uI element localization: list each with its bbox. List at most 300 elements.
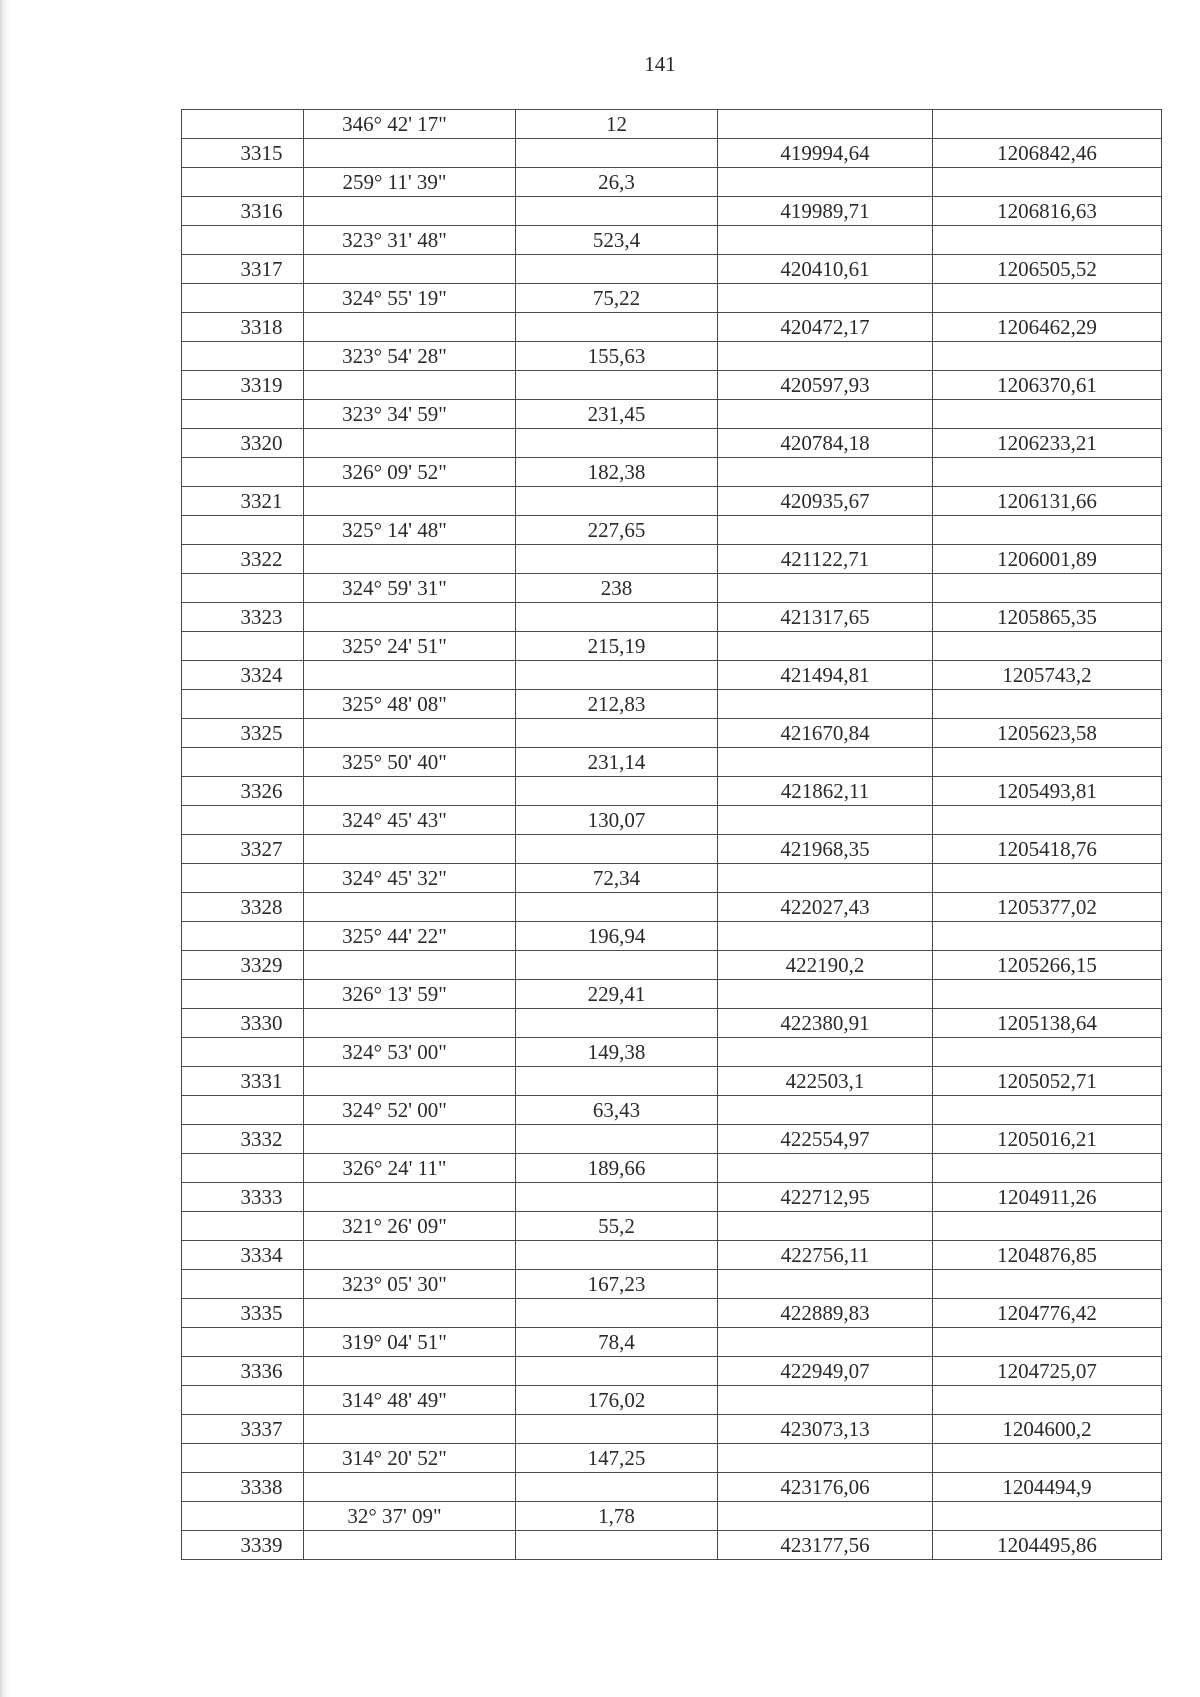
direction-angle-cell: [304, 893, 516, 922]
table-row: [182, 284, 1162, 313]
x-coordinate-cell: [718, 516, 933, 545]
distance-cell: 72,34: [516, 864, 718, 893]
table-row: [182, 1009, 1162, 1038]
y-coordinate-cell: [933, 1502, 1162, 1531]
scan-edge-shadow: [0, 0, 10, 1697]
point-number-cell: 3335: [182, 1299, 304, 1328]
table-row: [182, 603, 1162, 632]
table-row: [182, 951, 1162, 980]
table-row: [182, 1038, 1162, 1067]
point-number-cell: [182, 632, 304, 661]
direction-angle-cell: 324° 53' 00": [304, 1038, 516, 1067]
y-coordinate-cell: 1204494,9: [933, 1473, 1162, 1502]
distance-cell: [516, 429, 718, 458]
table-row: [182, 1241, 1162, 1270]
point-number-cell: 3329: [182, 951, 304, 980]
distance-cell: 189,66: [516, 1154, 718, 1183]
x-coordinate-cell: [718, 1444, 933, 1473]
point-number-cell: [182, 400, 304, 429]
direction-angle-cell: [304, 951, 516, 980]
y-coordinate-cell: 1205266,15: [933, 951, 1162, 980]
page-number: 141: [644, 52, 676, 76]
x-coordinate-cell: 423176,06: [718, 1473, 933, 1502]
point-number-cell: 3326: [182, 777, 304, 806]
x-coordinate-cell: 419989,71: [718, 197, 933, 226]
table-row: [182, 661, 1162, 690]
x-coordinate-cell: [718, 632, 933, 661]
distance-cell: [516, 545, 718, 574]
distance-cell: 155,63: [516, 342, 718, 371]
coordinates-table-body: [182, 110, 1162, 1560]
y-coordinate-cell: [933, 1096, 1162, 1125]
table-row: [182, 806, 1162, 835]
direction-angle-cell: [304, 1125, 516, 1154]
direction-angle-cell: 324° 52' 00": [304, 1096, 516, 1125]
direction-angle-cell: [304, 371, 516, 400]
point-number-cell: 3339: [182, 1531, 304, 1560]
distance-cell: 229,41: [516, 980, 718, 1009]
distance-cell: 12: [516, 110, 718, 139]
x-coordinate-cell: [718, 110, 933, 139]
y-coordinate-cell: 1206505,52: [933, 255, 1162, 284]
distance-cell: 1,78: [516, 1502, 718, 1531]
y-coordinate-cell: [933, 516, 1162, 545]
x-coordinate-cell: 422712,95: [718, 1183, 933, 1212]
distance-cell: [516, 603, 718, 632]
y-coordinate-cell: [933, 342, 1162, 371]
distance-cell: [516, 1415, 718, 1444]
distance-cell: [516, 1299, 718, 1328]
direction-angle-cell: 259° 11' 39": [304, 168, 516, 197]
x-coordinate-cell: 422190,2: [718, 951, 933, 980]
y-coordinate-cell: [933, 864, 1162, 893]
distance-cell: [516, 1125, 718, 1154]
direction-angle-cell: [304, 1299, 516, 1328]
point-number-cell: [182, 1154, 304, 1183]
table-row: [182, 1299, 1162, 1328]
table-row: [182, 139, 1162, 168]
distance-cell: [516, 487, 718, 516]
table-row: [182, 922, 1162, 951]
direction-angle-cell: 325° 24' 51": [304, 632, 516, 661]
distance-cell: 182,38: [516, 458, 718, 487]
point-number-cell: 3331: [182, 1067, 304, 1096]
distance-cell: 147,25: [516, 1444, 718, 1473]
distance-cell: [516, 951, 718, 980]
x-coordinate-cell: [718, 1328, 933, 1357]
x-coordinate-cell: 419994,64: [718, 139, 933, 168]
y-coordinate-cell: 1206842,46: [933, 139, 1162, 168]
y-coordinate-cell: [933, 1386, 1162, 1415]
table-row: [182, 197, 1162, 226]
point-number-cell: [182, 168, 304, 197]
direction-angle-cell: 32° 37' 09": [304, 1502, 516, 1531]
y-coordinate-cell: [933, 168, 1162, 197]
point-number-cell: 3338: [182, 1473, 304, 1502]
direction-angle-cell: [304, 1067, 516, 1096]
point-number-cell: [182, 458, 304, 487]
direction-angle-cell: [304, 1183, 516, 1212]
table-row: [182, 1328, 1162, 1357]
direction-angle-cell: 323° 34' 59": [304, 400, 516, 429]
direction-angle-cell: 325° 44' 22": [304, 922, 516, 951]
table-row: [182, 1415, 1162, 1444]
y-coordinate-cell: 1206131,66: [933, 487, 1162, 516]
x-coordinate-cell: [718, 1386, 933, 1415]
distance-cell: [516, 1067, 718, 1096]
x-coordinate-cell: 420472,17: [718, 313, 933, 342]
point-number-cell: [182, 110, 304, 139]
distance-cell: 63,43: [516, 1096, 718, 1125]
point-number-cell: [182, 1444, 304, 1473]
y-coordinate-cell: [933, 1154, 1162, 1183]
y-coordinate-cell: 1206462,29: [933, 313, 1162, 342]
table-row: [182, 110, 1162, 139]
direction-angle-cell: [304, 719, 516, 748]
distance-cell: [516, 139, 718, 168]
table-row: [182, 1212, 1162, 1241]
direction-angle-cell: 324° 59' 31": [304, 574, 516, 603]
direction-angle-cell: 325° 14' 48": [304, 516, 516, 545]
distance-cell: [516, 835, 718, 864]
point-number-cell: [182, 690, 304, 719]
distance-cell: 212,83: [516, 690, 718, 719]
x-coordinate-cell: 420935,67: [718, 487, 933, 516]
distance-cell: [516, 893, 718, 922]
x-coordinate-cell: [718, 922, 933, 951]
direction-angle-cell: 319° 04' 51": [304, 1328, 516, 1357]
distance-cell: 238: [516, 574, 718, 603]
point-number-cell: 3336: [182, 1357, 304, 1386]
x-coordinate-cell: [718, 748, 933, 777]
y-coordinate-cell: 1204876,85: [933, 1241, 1162, 1270]
x-coordinate-cell: [718, 980, 933, 1009]
point-number-cell: 3323: [182, 603, 304, 632]
table-row: [182, 400, 1162, 429]
point-number-cell: [182, 1386, 304, 1415]
y-coordinate-cell: 1205138,64: [933, 1009, 1162, 1038]
y-coordinate-cell: 1206001,89: [933, 545, 1162, 574]
point-number-cell: [182, 748, 304, 777]
point-number-cell: [182, 1270, 304, 1299]
point-number-cell: 3332: [182, 1125, 304, 1154]
direction-angle-cell: 321° 26' 09": [304, 1212, 516, 1241]
table-row: [182, 1473, 1162, 1502]
x-coordinate-cell: [718, 284, 933, 313]
table-row: [182, 1357, 1162, 1386]
distance-cell: [516, 661, 718, 690]
distance-cell: [516, 719, 718, 748]
y-coordinate-cell: 1204600,2: [933, 1415, 1162, 1444]
y-coordinate-cell: 1205016,21: [933, 1125, 1162, 1154]
distance-cell: 231,45: [516, 400, 718, 429]
x-coordinate-cell: [718, 1270, 933, 1299]
y-coordinate-cell: 1205052,71: [933, 1067, 1162, 1096]
direction-angle-cell: [304, 1357, 516, 1386]
distance-cell: [516, 1531, 718, 1560]
point-number-cell: [182, 1212, 304, 1241]
x-coordinate-cell: [718, 1154, 933, 1183]
point-number-cell: [182, 284, 304, 313]
y-coordinate-cell: [933, 110, 1162, 139]
y-coordinate-cell: 1206370,61: [933, 371, 1162, 400]
y-coordinate-cell: 1205418,76: [933, 835, 1162, 864]
table-row: [182, 168, 1162, 197]
distance-cell: 215,19: [516, 632, 718, 661]
y-coordinate-cell: [933, 1328, 1162, 1357]
y-coordinate-cell: 1204725,07: [933, 1357, 1162, 1386]
y-coordinate-cell: [933, 1212, 1162, 1241]
direction-angle-cell: [304, 1241, 516, 1270]
point-number-cell: 3318: [182, 313, 304, 342]
point-number-cell: [182, 574, 304, 603]
x-coordinate-cell: 422503,1: [718, 1067, 933, 1096]
x-coordinate-cell: [718, 342, 933, 371]
x-coordinate-cell: 422027,43: [718, 893, 933, 922]
direction-angle-cell: 326° 09' 52": [304, 458, 516, 487]
direction-angle-cell: 323° 05' 30": [304, 1270, 516, 1299]
x-coordinate-cell: [718, 806, 933, 835]
distance-cell: [516, 371, 718, 400]
x-coordinate-cell: [718, 400, 933, 429]
direction-angle-cell: [304, 197, 516, 226]
x-coordinate-cell: [718, 226, 933, 255]
table-row: [182, 429, 1162, 458]
x-coordinate-cell: 421494,81: [718, 661, 933, 690]
y-coordinate-cell: [933, 980, 1162, 1009]
table-row: [182, 1154, 1162, 1183]
y-coordinate-cell: [933, 632, 1162, 661]
y-coordinate-cell: 1205623,58: [933, 719, 1162, 748]
x-coordinate-cell: [718, 574, 933, 603]
table-row: [182, 835, 1162, 864]
x-coordinate-cell: 420597,93: [718, 371, 933, 400]
table-row: [182, 371, 1162, 400]
direction-angle-cell: 314° 20' 52": [304, 1444, 516, 1473]
y-coordinate-cell: [933, 1038, 1162, 1067]
direction-angle-cell: 325° 48' 08": [304, 690, 516, 719]
x-coordinate-cell: 423073,13: [718, 1415, 933, 1444]
table-row: [182, 1444, 1162, 1473]
x-coordinate-cell: 421968,35: [718, 835, 933, 864]
distance-cell: 75,22: [516, 284, 718, 313]
distance-cell: 227,65: [516, 516, 718, 545]
table-row: [182, 1183, 1162, 1212]
y-coordinate-cell: [933, 226, 1162, 255]
point-number-cell: [182, 1328, 304, 1357]
point-number-cell: 3320: [182, 429, 304, 458]
table-row: [182, 777, 1162, 806]
distance-cell: [516, 313, 718, 342]
distance-cell: 176,02: [516, 1386, 718, 1415]
y-coordinate-cell: 1204911,26: [933, 1183, 1162, 1212]
point-number-cell: [182, 1502, 304, 1531]
direction-angle-cell: 326° 24' 11": [304, 1154, 516, 1183]
direction-angle-cell: 323° 31' 48": [304, 226, 516, 255]
direction-angle-cell: [304, 545, 516, 574]
point-number-cell: [182, 1038, 304, 1067]
direction-angle-cell: 324° 45' 43": [304, 806, 516, 835]
table-row: [182, 980, 1162, 1009]
direction-angle-cell: 324° 45' 32": [304, 864, 516, 893]
distance-cell: 130,07: [516, 806, 718, 835]
x-coordinate-cell: 421670,84: [718, 719, 933, 748]
direction-angle-cell: [304, 429, 516, 458]
point-number-cell: 3337: [182, 1415, 304, 1444]
table-row: [182, 893, 1162, 922]
y-coordinate-cell: 1205377,02: [933, 893, 1162, 922]
point-number-cell: 3319: [182, 371, 304, 400]
y-coordinate-cell: 1205493,81: [933, 777, 1162, 806]
point-number-cell: [182, 980, 304, 1009]
direction-angle-cell: [304, 835, 516, 864]
x-coordinate-cell: [718, 1096, 933, 1125]
direction-angle-cell: [304, 661, 516, 690]
y-coordinate-cell: 1206816,63: [933, 197, 1162, 226]
table-row: [182, 1531, 1162, 1560]
point-number-cell: [182, 922, 304, 951]
x-coordinate-cell: 421862,11: [718, 777, 933, 806]
distance-cell: [516, 1473, 718, 1502]
direction-angle-cell: [304, 139, 516, 168]
direction-angle-cell: 323° 54' 28": [304, 342, 516, 371]
direction-angle-cell: [304, 1473, 516, 1502]
x-coordinate-cell: [718, 690, 933, 719]
point-number-cell: 3334: [182, 1241, 304, 1270]
table-row: [182, 1067, 1162, 1096]
x-coordinate-cell: 423177,56: [718, 1531, 933, 1560]
table-row: [182, 719, 1162, 748]
point-number-cell: 3317: [182, 255, 304, 284]
direction-angle-cell: [304, 777, 516, 806]
y-coordinate-cell: [933, 1270, 1162, 1299]
point-number-cell: [182, 864, 304, 893]
x-coordinate-cell: [718, 168, 933, 197]
y-coordinate-cell: 1206233,21: [933, 429, 1162, 458]
table-row: [182, 1386, 1162, 1415]
x-coordinate-cell: 420784,18: [718, 429, 933, 458]
direction-angle-cell: [304, 603, 516, 632]
x-coordinate-cell: [718, 1502, 933, 1531]
point-number-cell: 3327: [182, 835, 304, 864]
distance-cell: [516, 255, 718, 284]
x-coordinate-cell: [718, 458, 933, 487]
distance-cell: 149,38: [516, 1038, 718, 1067]
direction-angle-cell: [304, 1531, 516, 1560]
y-coordinate-cell: 1205865,35: [933, 603, 1162, 632]
y-coordinate-cell: [933, 806, 1162, 835]
distance-cell: [516, 1241, 718, 1270]
point-number-cell: [182, 806, 304, 835]
distance-cell: [516, 777, 718, 806]
y-coordinate-cell: [933, 690, 1162, 719]
table-row: [182, 255, 1162, 284]
distance-cell: 55,2: [516, 1212, 718, 1241]
x-coordinate-cell: 422756,11: [718, 1241, 933, 1270]
x-coordinate-cell: 420410,61: [718, 255, 933, 284]
direction-angle-cell: [304, 487, 516, 516]
table-row: [182, 690, 1162, 719]
table-row: [182, 632, 1162, 661]
distance-cell: 523,4: [516, 226, 718, 255]
direction-angle-cell: 346° 42' 17": [304, 110, 516, 139]
x-coordinate-cell: 422554,97: [718, 1125, 933, 1154]
y-coordinate-cell: 1204776,42: [933, 1299, 1162, 1328]
x-coordinate-cell: [718, 864, 933, 893]
distance-cell: 231,14: [516, 748, 718, 777]
distance-cell: 167,23: [516, 1270, 718, 1299]
point-number-cell: [182, 342, 304, 371]
table-row: [182, 545, 1162, 574]
table-row: [182, 458, 1162, 487]
table-row: [182, 516, 1162, 545]
table-row: [182, 313, 1162, 342]
point-number-cell: 3316: [182, 197, 304, 226]
table-row: [182, 226, 1162, 255]
y-coordinate-cell: 1205743,2: [933, 661, 1162, 690]
distance-cell: 196,94: [516, 922, 718, 951]
point-number-cell: 3315: [182, 139, 304, 168]
x-coordinate-cell: 422380,91: [718, 1009, 933, 1038]
point-number-cell: [182, 1096, 304, 1125]
point-number-cell: 3324: [182, 661, 304, 690]
y-coordinate-cell: [933, 458, 1162, 487]
distance-cell: [516, 1009, 718, 1038]
table-row: [182, 487, 1162, 516]
table-row: [182, 1096, 1162, 1125]
direction-angle-cell: [304, 313, 516, 342]
point-number-cell: 3325: [182, 719, 304, 748]
y-coordinate-cell: [933, 400, 1162, 429]
x-coordinate-cell: 422949,07: [718, 1357, 933, 1386]
y-coordinate-cell: [933, 922, 1162, 951]
point-number-cell: 3328: [182, 893, 304, 922]
y-coordinate-cell: 1204495,86: [933, 1531, 1162, 1560]
x-coordinate-cell: 421122,71: [718, 545, 933, 574]
direction-angle-cell: [304, 1415, 516, 1444]
direction-angle-cell: 325° 50' 40": [304, 748, 516, 777]
x-coordinate-cell: 422889,83: [718, 1299, 933, 1328]
distance-cell: 26,3: [516, 168, 718, 197]
x-coordinate-cell: [718, 1212, 933, 1241]
y-coordinate-cell: [933, 574, 1162, 603]
point-number-cell: 3322: [182, 545, 304, 574]
direction-angle-cell: [304, 255, 516, 284]
table-row: [182, 574, 1162, 603]
table-row: [182, 1270, 1162, 1299]
direction-angle-cell: 326° 13' 59": [304, 980, 516, 1009]
y-coordinate-cell: [933, 748, 1162, 777]
direction-angle-cell: 314° 48' 49": [304, 1386, 516, 1415]
y-coordinate-cell: [933, 1444, 1162, 1473]
distance-cell: 78,4: [516, 1328, 718, 1357]
table-row: [182, 864, 1162, 893]
table-row: [182, 748, 1162, 777]
table-row: [182, 1125, 1162, 1154]
point-number-cell: 3333: [182, 1183, 304, 1212]
x-coordinate-cell: [718, 1038, 933, 1067]
distance-cell: [516, 1183, 718, 1212]
point-number-cell: [182, 226, 304, 255]
point-number-cell: 3330: [182, 1009, 304, 1038]
point-number-cell: [182, 516, 304, 545]
coordinates-table: [181, 109, 1162, 1560]
distance-cell: [516, 197, 718, 226]
distance-cell: [516, 1357, 718, 1386]
table-row: [182, 342, 1162, 371]
point-number-cell: 3321: [182, 487, 304, 516]
x-coordinate-cell: 421317,65: [718, 603, 933, 632]
